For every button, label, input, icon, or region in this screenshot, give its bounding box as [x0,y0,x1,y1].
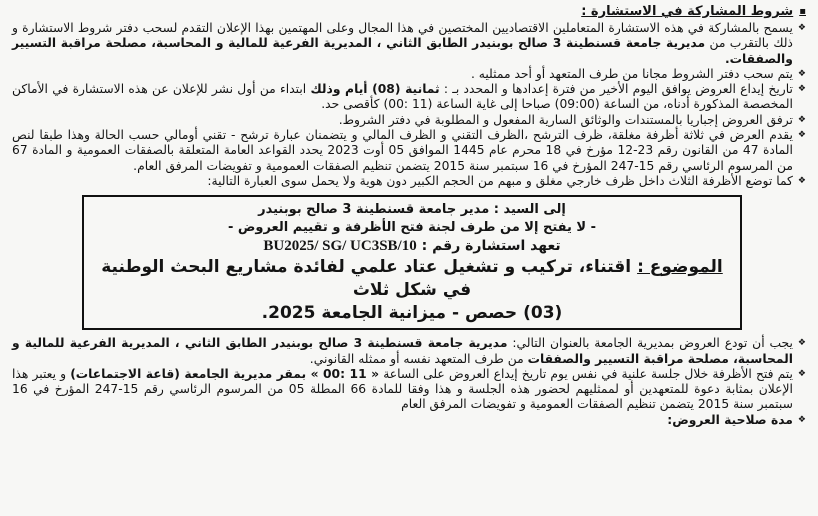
diamond-bullet-icon: ❖ [797,338,806,349]
list-item [12,128,806,174]
paragraph: كما توضع الأظرفة الثلاث داخل ظرف خارجي مغلق و مبهم من الحجم الكبير دون هوية ولا يحمل سوى العبارة التالية: [207,173,793,188]
envelope-subject [92,256,732,302]
paragraph: تاريخ إيداع العروض يوافق اليوم الأخير من فترة إعدادها و المحدد بـ : ثمانية (08) أيام وذلك ابتداء من أول نشر للإعلان عن هذه الاستشارة في الأماكن المخصصة المذكورة أدناه، من الساعة (09:00) صباحا إلى غاية الساعة (11 :00) كأقصى حد. [12,82,793,112]
consultation-code: BU2025/ SG/ UC3SB/10 [263,238,417,255]
subject-text: اقتناء، تركيب و تشغيل عتاد علمي لفائدة مشاريع البحث الوطنية في شكل ثلاث [101,257,632,301]
list-item [12,174,806,189]
list-item [12,113,806,128]
address-bold: مديرية جامعة قسنطينة 3 صالح بوبنيدر الطابق الثاني ، المديرية الفرعية للمالية و المحاسبة، مصلحة مراقبة التسيير والصفقات. [12,36,793,66]
list-item [12,82,806,113]
diamond-bullet-icon: ❖ [797,368,806,379]
diamond-bullet-icon: ❖ [797,84,806,95]
diamond-bullet-icon: ❖ [797,414,806,425]
diamond-bullet-icon: ❖ [797,23,806,33]
diamond-bullet-icon: ❖ [797,114,806,125]
paragraph: يتم فتح الأظرفة خلال جلسة علنية في نفس يوم تاريخ إيداع العروض على الساعة « 11 :00 » بمقر مديرية الجامعة (قاعة الاجتماعات) و يعتبر هذا الإعلان بمثابة دعوة للمتعهدين أو لممثليهم لحضور هذه الجلسة و هذا وفقا للمادة 66 المطلة 05 من المرسوم الرئاسي رقم 15-247 المؤرخ في 16 سبتمبر سنة 2015 يتضمن تنظيم الصفقات العمومية و تفويضات المرفق العام [12,366,793,412]
paragraph: يقدم العرض في ثلاثة أظرفة مغلقة، ظرف الترشح ،الظرف التقني و الظرف المالي و يتضمنان عبارة ترشح - تقني أومالي حسب الحالة وهذا طبقا لنص المادة 47 من القانون رقم 23-12 مؤرخ في 18 محرم عام 1445 الموافق 05 أوت 2023 يحدد القواعد العامة المتعلقة بالصفقات العمومية و المادة 67 من المرسوم الرئاسي رقم 15-247 المؤرخ في 16 سبتمبر سنة 2015 يتضمن تنظيم الصفقات العمومية و تفويضات المرفق العام. [12,128,793,173]
paragraph [12,413,793,428]
envelope-addressee: إلى السيد : مدير جامعة قسنطينة 3 صالح بوبنيدر [258,202,566,218]
heading-text: شروط المشاركة في الاستشارة : [581,4,794,19]
list-item [12,413,806,428]
paragraph: يسمح بالمشاركة في هذه الاستشارة المتعاملين الاقتصاديين المختصين في هذا المجال وعلى المهتمين بهذا الإعلان التقدم لسحب دفتر شروط الاستشارة و ذلك بالتقرب من مديرية جامعة قسنطينة 3 صالح بوبنيدر الطابق الثاني ، المديرية الفرعية للمالية و المحاسبة، مصلحة مراقبة التسيير والصفقات. [12,21,793,66]
envelope-label-box [82,195,742,330]
opening-time-bold: « 11 :00 » بمقر مديرية الجامعة (قاعة الاجتماعات) [70,366,380,381]
subject-label: الموضوع : [637,257,723,278]
paragraph: يتم سحب دفتر الشروط مجانا من طرف المتعهد أو أحد ممثليه . [470,66,793,81]
diamond-bullet-icon: ❖ [797,175,806,186]
validity-heading: مدة صلاحية العروض: [667,412,793,427]
diamond-bullet-icon: ❖ [797,68,806,79]
duration-bold: ثمانية (08) أيام وذلك [310,82,440,97]
paragraph: يجب أن تودع العروض بمديرية الجامعة بالعنوان التالي: مديرية جامعة قسنطينة 3 صالح بوبنيدر الطابق الثاني ، المديرية الفرعية للمالية و المحاسبة، مصلحة مراقبة التسيير والصفقات من طرف المتعهد نفسه أو ممثله القانوني. [12,336,793,366]
envelope-subject-cont: (03) حصص - ميزانية الجامعة 2025. [261,303,563,324]
envelope-consultation-number: تعهد استشارة رقم : BU2025/ SG/ UC3SB/10 [263,238,561,255]
section-heading [12,4,806,19]
list-item [12,67,806,82]
envelope-notice: - لا يفتح إلا من طرف لجنة فتح الأظرفة و تقييم العروض - [227,220,597,236]
address-bold: مديرية جامعة قسنطينة 3 صالح بوبنيدر الطابق الثاني ، المديرية الفرعية للمالية و المحاسبة، مصلحة مراقبة التسيير والصفقات [12,336,793,366]
paragraph: ترفق العروض إجباريا بالمستندات والوثائق السارية المفعول و المطلوبة في دفتر الشروط. [338,112,793,127]
square-bullet-icon: ▪ [799,6,806,17]
diamond-bullet-icon: ❖ [797,130,806,141]
list-item [12,367,806,413]
list-item [12,336,806,367]
list-item [12,21,806,67]
